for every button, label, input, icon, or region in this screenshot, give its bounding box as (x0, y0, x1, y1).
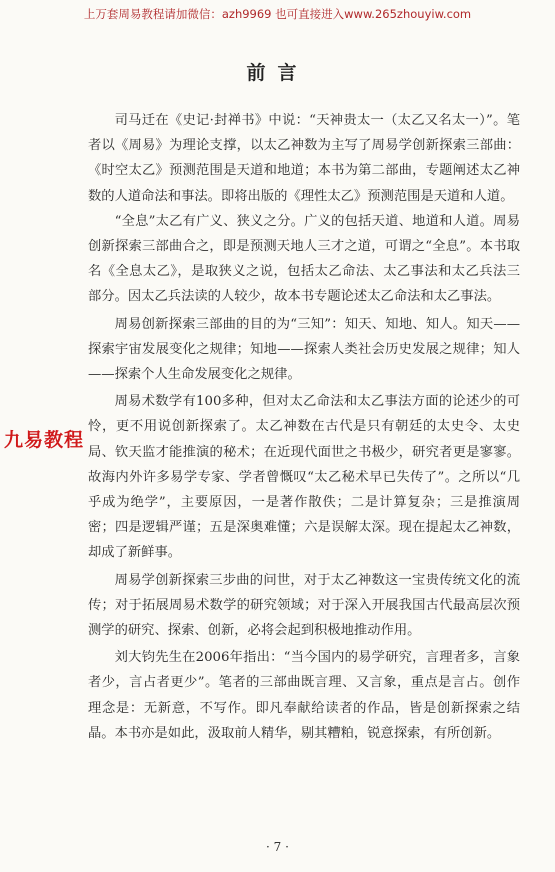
paragraph: 司马迁在《史记·封禅书》中说：“天神贵太一（太乙又名太一）”。笔者以《周易》为理论支撑，以太乙神数为主写了周易学创新探索三部曲：《时空太乙》预测范围是天道和地道；本书为第二部曲，专题阐述太乙神数的人道命法和事法。即将出版的《理性太乙》预测范围是天道和人道。 (88, 113, 520, 204)
paragraph: 周易术数学有100多种，但对太乙命法和太乙事法方面的论述少的可怜，更不用说创新探索了。太乙神数在古代是只有朝廷的太史令、太史局、钦天监才能推演的秘术；在近现代面世之书极少，研究者更是寥寥。故海内外许多易学专家、学者曾慨叹“太乙秘术早已失传了”。之所以“几乎成为绝学”，主要原因，一是著作散佚；二是计算复杂；三是推演周密；四是逻辑严谨；五是深奥难懂；六是误解太深。现在提起太乙神数，却成了新鲜事。 (88, 394, 520, 561)
page-title: 前言 (246, 62, 309, 84)
paragraph: 周易创新探索三部曲的目的为“三知”：知天、知地、知人。知天——探索宇宙发展变化之规律；知地——探索人类社会历史发展之规律；知人——探索个人生命发展变化之规律。 (88, 316, 520, 383)
page-number: · 7 · (266, 840, 289, 854)
paragraph: 周易学创新探索三步曲的问世，对于太乙神数这一宝贵传统文化的流传；对于拓展周易术数学的研究领域；对于深入开展我国古代最高层次预测学的研究、探索、创新，必将会起到积极地推动作用。 (88, 572, 520, 639)
watermark-stamp: 九易教程 (4, 429, 85, 451)
header-banner: 上万套周易教程请加微信：azh9969 也可直接进入www.265zhouyiw.com (83, 7, 472, 21)
paragraph: 刘大钧先生在2006年指出：“当今国内的易学研究，言理者多，言象者少，言占者更少”。笔者的三部曲既言理、又言象，重点是言占。创作理念是：无新意，不写作。即凡奉献给读者的作品，皆是创新探索之结晶。本书亦是如此，汲取前人精华，剔其糟粕，锐意探索，有所创新。 (88, 650, 520, 741)
paragraph: “全息”太乙有广义、狭义之分。广义的包括天道、地道和人道。周易创新探索三部曲合之，即是预测天地人三才之道，可谓之“全息”。本书取名《全息太乙》，是取狭义之说，包括太乙命法、太乙事法和太乙兵法三部分。因太乙兵法读的人较少，故本书专题论述太乙命法和太乙事法。 (88, 213, 520, 305)
body-text (88, 108, 520, 748)
